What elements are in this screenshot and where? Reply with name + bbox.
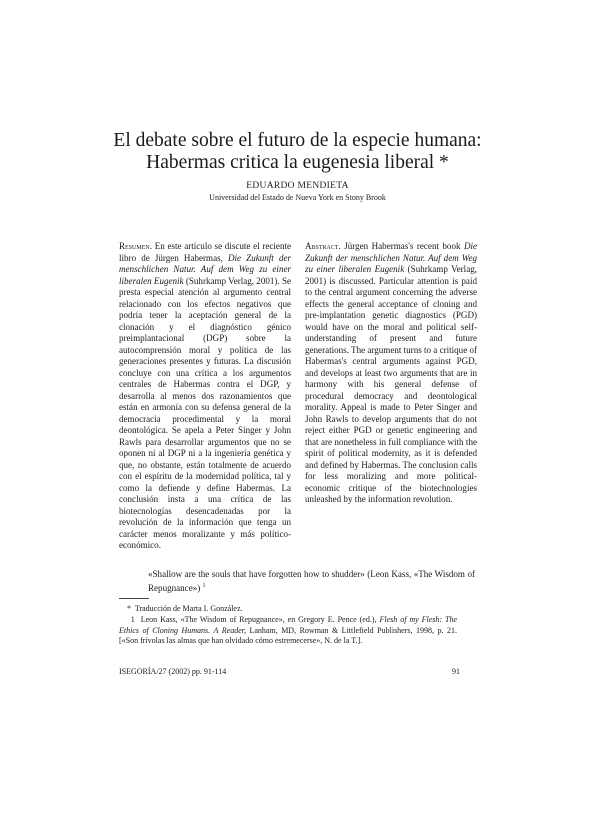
footnote-divider [119, 598, 149, 599]
abstract-column [305, 241, 477, 506]
resumen-text-1: En este artículo se discute el reciente libro de Jürgen Habermas, [119, 241, 291, 263]
footnote-2-post: Lanham, MD, Rowman & Littlefield Publishers, 1998, p. 21. [«Son frívolas las almas que han olvidado cómo estremecerse», N. de la T.]. [119, 625, 458, 645]
footnote-1-text: Traducción de Marta I. González. [134, 604, 243, 613]
epigraph-footnote-mark: 1 [202, 582, 206, 589]
footnote-2-mark: 1 [130, 615, 135, 624]
footnote-2-book: Flesh of my Flesh: The Ethics of Cloning Humans. A Reader, [119, 615, 458, 635]
epigraph-text: «Shallow are the souls that have forgotten how to shudder» (Leon Kass, «The Wisdom of Repugnance») [148, 569, 475, 593]
footnote-2-pre: Leon Kass, «The Wisdom of Repugnance», en Gregory E. Pence (ed.), [140, 615, 377, 624]
footnote-1 [119, 604, 457, 615]
resumen-label: Resumen. [119, 241, 152, 251]
journal-citation: ISEGORÍA/27 (2002) pp. 91-114 [119, 667, 227, 676]
page-number: 91 [452, 667, 460, 676]
author-affiliation: Universidad del Estado de Nueva York en Stony Brook [209, 193, 386, 202]
author-name: EDUARDO MENDIETA [246, 181, 349, 191]
resumen-book-title: Die Zukunft der menschlichen Natur. Auf dem Weg zu einer liberalen Eugenik [119, 252, 291, 286]
resumen-text-2: (Suhrkamp Verlag, 2001). Se presta especial atención al argumento central relacionado con los efectos negativos que podría tener la aceptación general de la clonación y el diagnóstico génico preimplantacional (DGP) sobre la autocomprensión moral y política de las generaciones presentes y futuras. La discusión concluye con una crítica a los argumentos centrales de Habermas contra el DGP, y desarrolla al menos dos razonamientos que están en armonía con su defensa general de la democracia procedimental y la moral deontológica. Se apela a Peter Singer y John Rawls para desarrollar argumentos que no se oponen ni al DGP ni a la ingeniería genética y que, no obstante, están totalmente de acuerdo con el espíritu de la modernidad política, tal y como la defiende y define Habermas. La conclusión insta a una crítica de las biotecnologías desencadenadas por la revolución de la información que tenga un carácter menos moralizante y más político-económico. [119, 275, 291, 550]
title-line-1: El debate sobre el futuro de la especie humana: [113, 130, 482, 151]
footnote-1-mark: * [127, 604, 131, 613]
abstract-book-title: Die Zukunft der menschlichen Natur. Auf dem Weg zu einer liberalen Eugenik [305, 241, 478, 274]
abstract-text-2: (Suhrkamp Verlag, 2001) is discussed. Particular attention is paid to the central argument concerning the adverse effects the general acceptance of cloning and pre-implantation genetic diagnostics (PGD) would have on the moral and political self-understanding of present and future generations. The argument turns to a critique of Habermas's central arguments against PGD, and develops at least two arguments that are in harmony with his general defense of procedural democracy and deontological morality. Appeal is made to Peter Singer and John Rawls to develop arguments that do not reject either PGD or genetic engineering and that are nonetheless in full compliance with the spirit of political modernity, as it is defended and defined by Habermas. The conclusion calls for less moralizing and more political-economic critique of the biotechnologies unleashed by the information revolution. [305, 264, 478, 504]
paper-title [0, 130, 595, 174]
abstract-label: Abstract. [305, 241, 341, 251]
epigraph [148, 569, 475, 594]
resumen-column [119, 241, 291, 552]
title-line-2: Habermas critica la eugenesia liberal * [146, 152, 449, 173]
footnote-2 [119, 615, 457, 647]
abstract-text-1: Jürgen Habermas's recent book [344, 241, 461, 251]
